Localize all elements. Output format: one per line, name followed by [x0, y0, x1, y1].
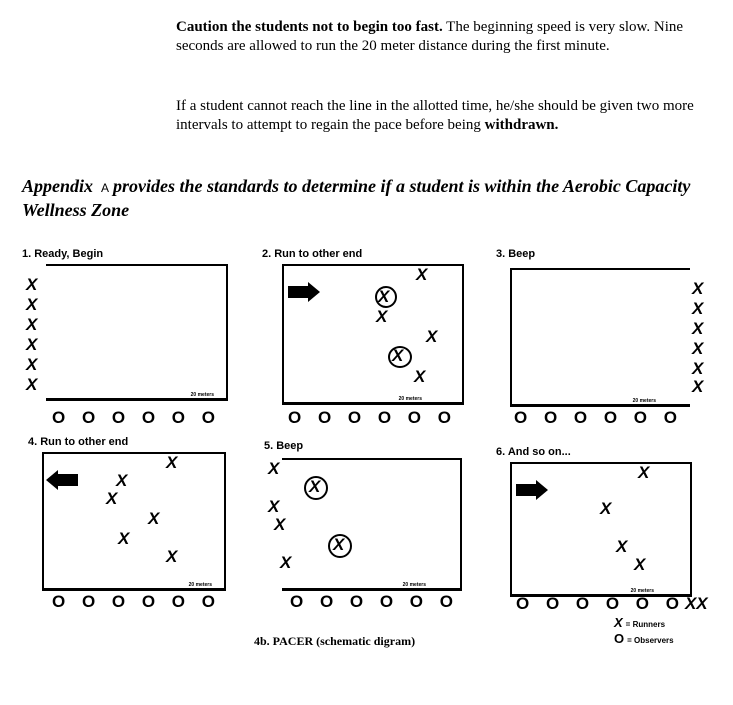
runner-x: X — [600, 499, 612, 518]
scale-label: 20 meters — [398, 396, 422, 402]
runner-x: X — [692, 359, 704, 378]
runner-x: X — [268, 459, 280, 478]
runner-x: X — [166, 547, 178, 566]
appendix-word: Appendix — [22, 176, 94, 196]
extra-runners: XX — [684, 594, 708, 613]
runner-x: X — [309, 477, 321, 496]
runner-x: X — [26, 355, 38, 374]
appendix-rest: provides the standards to determine if a student is within the Aerobic Capacity Wellness Zone — [22, 176, 691, 220]
appendix-note — [22, 175, 722, 221]
observers-row: O O O O O O — [290, 592, 459, 611]
panel-4 — [28, 436, 248, 621]
runner-x: X — [166, 453, 178, 472]
runner-x: X — [392, 346, 404, 365]
withdraw-paragraph — [176, 97, 696, 135]
runner-x: X — [268, 497, 280, 516]
observers-row: O O O O O O — [52, 592, 221, 611]
observers: O O O O O O — [516, 594, 685, 613]
runner-x: X — [26, 315, 38, 334]
runner-x: X — [378, 287, 390, 306]
observers-row: O O O O O O — [514, 408, 683, 427]
caution-lead: Caution the students not to begin too fast. — [176, 19, 443, 35]
runner-x: X — [106, 489, 118, 508]
runner-x: X — [692, 299, 704, 318]
arrow-left-icon — [46, 470, 78, 490]
scale-label: 20 meters — [188, 582, 212, 588]
arrow-right-icon — [288, 282, 320, 302]
panel-title: 4. Run to other end — [28, 436, 129, 448]
panel-title: 1. Ready, Begin — [22, 248, 104, 260]
legend-runners — [614, 616, 674, 632]
runner-label: = Runners — [625, 620, 666, 629]
appendix-letter: A — [101, 181, 110, 195]
gym-area — [46, 264, 228, 401]
panel-1 — [22, 248, 242, 433]
runner-x: X — [692, 319, 704, 338]
scale-label: 20 meters — [632, 398, 656, 404]
observer-label: = Observers — [627, 636, 674, 645]
caution-rest: The beginning speed is very slow. Nine seconds are allowed to run the 20 meter distance during the first minute. — [176, 19, 684, 54]
scale-label: 20 meters — [402, 582, 426, 588]
panel-title: 6. And so on... — [496, 446, 571, 458]
panel-6 — [496, 446, 716, 631]
runner-x: X — [26, 295, 38, 314]
runner-x: X — [414, 367, 426, 386]
caution-paragraph — [176, 18, 696, 56]
observers-row: O O O O O O — [288, 408, 457, 427]
runner-x: X — [416, 265, 428, 284]
runner-x: X — [638, 463, 650, 482]
figure-caption: 4b. PACER (schematic digram) — [254, 634, 416, 648]
panel-3 — [496, 248, 716, 433]
panel-title: 5. Beep — [264, 440, 304, 452]
runner-x: X — [274, 515, 286, 534]
panel-title: 2. Run to other end — [262, 248, 363, 260]
legend-observers — [614, 632, 674, 648]
scale-label: 20 meters — [190, 392, 214, 398]
withdraw-end: withdrawn. — [484, 117, 559, 133]
panel-2 — [262, 248, 482, 433]
observer-symbol: O — [614, 631, 625, 646]
runner-x: X — [692, 339, 704, 358]
runner-x: X — [692, 377, 704, 396]
runner-x: X — [116, 471, 128, 490]
runner-x: X — [148, 509, 160, 528]
runner-x: X — [692, 279, 704, 298]
observers-row — [516, 594, 708, 614]
runner-x: X — [333, 535, 345, 554]
observers-row: O O O O O O — [52, 408, 221, 427]
runner-x: X — [616, 537, 628, 556]
runner-x: X — [26, 375, 38, 394]
runner-x: X — [280, 553, 292, 572]
arrow-right-icon — [516, 480, 548, 500]
panel-title: 3. Beep — [496, 248, 536, 260]
scale-label: 20 meters — [630, 588, 654, 594]
runner-x: X — [376, 307, 388, 326]
runner-symbol: X — [614, 615, 623, 630]
legend — [614, 616, 674, 648]
runner-x: X — [26, 275, 38, 294]
panel-5 — [264, 440, 484, 625]
withdraw-text: If a student cannot reach the line in the allotted time, he/she should be given two more intervals to attempt to regain the pace before being — [176, 98, 694, 133]
runner-x: X — [118, 529, 130, 548]
gym-area — [510, 268, 690, 407]
runner-x: X — [26, 335, 38, 354]
runner-x: X — [426, 327, 438, 346]
runner-x: X — [634, 555, 646, 574]
